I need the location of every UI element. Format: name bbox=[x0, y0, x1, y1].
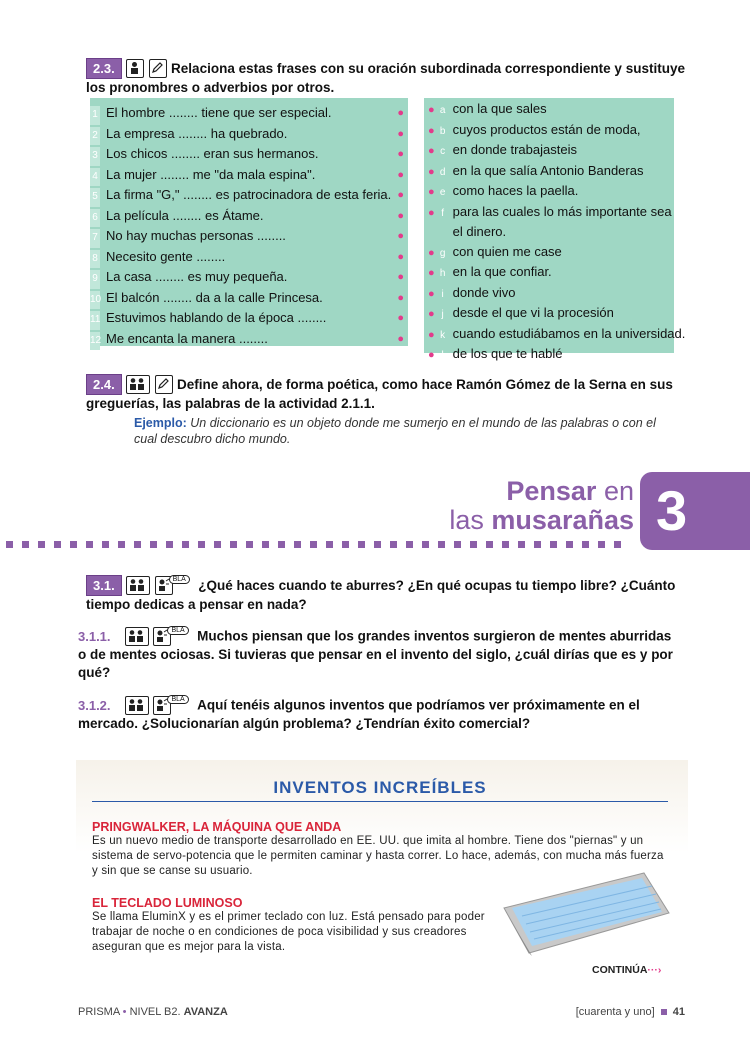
clause-text: el dinero. bbox=[452, 224, 507, 239]
divider-square bbox=[438, 541, 445, 548]
sentence-text: El balcón ........ da a la calle Princesa. bbox=[106, 289, 323, 305]
divider-square bbox=[390, 541, 397, 548]
divider-square bbox=[214, 541, 221, 548]
invento-text: Es un nuevo medio de transporte desarrollado en EE. UU. que imita al hombre. Tiene dos "piernas" y un sistema de servo-potencia que le permiten caminar y hasta correr. Lo hace, además, con mucha más fuerza y sin que se canse su usuario. bbox=[92, 835, 664, 877]
sentence-item bbox=[90, 145, 408, 166]
sentence-item bbox=[90, 330, 408, 351]
clause-item bbox=[428, 304, 674, 325]
divider-square bbox=[486, 541, 493, 548]
exercise-badge: 3.1. bbox=[86, 575, 122, 596]
book-level: NIVEL B2. bbox=[129, 1006, 181, 1018]
bullet-icon: ● bbox=[397, 271, 404, 283]
item-letter: d bbox=[439, 166, 446, 178]
bullet-icon: ● bbox=[428, 145, 435, 157]
divider-square bbox=[534, 541, 541, 548]
clause-text: donde vivo bbox=[452, 284, 516, 300]
divider-square bbox=[230, 541, 237, 548]
divider-square bbox=[54, 541, 61, 548]
clause-item bbox=[428, 162, 674, 183]
sentence-item bbox=[90, 248, 408, 269]
divider-square bbox=[406, 541, 413, 548]
page-number: 41 bbox=[672, 1006, 685, 1018]
sentence-item bbox=[90, 227, 408, 248]
bullet-icon: ● bbox=[428, 287, 435, 300]
item-number: 2 bbox=[90, 127, 100, 146]
exercise-instruction: Relaciona estas frases con su oración subordinada correspondiente y sustituye los pronombres o adverbios por otros. bbox=[86, 61, 685, 95]
item-letter: b bbox=[439, 125, 446, 137]
sentence-text: Me encanta la manera ........ bbox=[106, 330, 268, 346]
bullet-icon: ● bbox=[428, 246, 435, 259]
pencil-icon bbox=[149, 59, 167, 78]
clause-text: para las cuales lo más importante sea bbox=[452, 203, 672, 219]
bullet-icon: ● bbox=[428, 186, 435, 198]
item-letter: k bbox=[440, 329, 446, 341]
divider-square bbox=[118, 541, 125, 548]
clause-item bbox=[428, 121, 674, 142]
divider-square bbox=[422, 541, 429, 548]
pencil-icon bbox=[155, 375, 173, 394]
clause-item bbox=[428, 284, 674, 305]
exercise-3-1 bbox=[86, 575, 686, 614]
clause-text: como haces la paella. bbox=[452, 183, 579, 198]
clause-text: en la que confiar. bbox=[452, 264, 552, 279]
sentence-text: Los chicos ........ eran sus hermanos. bbox=[106, 146, 319, 161]
item-number: 9 bbox=[90, 270, 100, 289]
section-title-bold: musarañas bbox=[491, 505, 634, 535]
section-title-light: en bbox=[603, 476, 634, 506]
footer-book bbox=[78, 1006, 228, 1018]
divider-square bbox=[550, 541, 557, 548]
sentence-text: Estuvimos hablando de la época ........ bbox=[106, 310, 327, 325]
individual-icon bbox=[126, 59, 144, 78]
divider-square bbox=[518, 541, 525, 548]
divider-square bbox=[246, 541, 253, 548]
group-icon bbox=[126, 375, 150, 394]
bla-bubble: BLA bbox=[167, 626, 188, 635]
divider-square bbox=[470, 541, 477, 548]
bullet-icon: ● bbox=[397, 107, 404, 119]
exercise-number: 3.1.2. bbox=[78, 697, 111, 713]
divider-square bbox=[326, 541, 333, 548]
group-icon bbox=[126, 576, 150, 595]
continua-label: CONTINÚA bbox=[592, 964, 648, 976]
divider-square bbox=[102, 541, 109, 548]
item-letter: j bbox=[441, 309, 444, 320]
clause-item bbox=[428, 243, 674, 264]
example-text: Un diccionario es un objeto donde me sumerjo en el mundo de las palabras o con el cual descubro dicho mundo. bbox=[134, 416, 656, 446]
clause-text: desde el que vi la procesión bbox=[452, 305, 614, 320]
bullet-icon: ● bbox=[397, 332, 404, 345]
invento-title: PRINGWALKER, LA MÁQUINA QUE ANDA bbox=[92, 820, 342, 834]
sentence-item bbox=[90, 125, 408, 146]
bullet-icon: ● bbox=[428, 349, 435, 361]
clause-text: con la que sales bbox=[452, 101, 547, 116]
item-number: 12 bbox=[90, 332, 100, 351]
divider-square bbox=[358, 541, 365, 548]
item-letter: e bbox=[439, 187, 446, 198]
divider-square bbox=[198, 541, 205, 548]
exercise-text: ¿Qué haces cuando te aburres? ¿En qué ocupas tu tiempo libre? ¿Cuánto tiempo dedicas a pensar en nada? bbox=[86, 578, 676, 612]
clause-text: con quien me case bbox=[452, 243, 562, 259]
bullet-icon: ● bbox=[397, 189, 404, 201]
item-number: 6 bbox=[90, 209, 100, 228]
bullet-icon: ● bbox=[397, 250, 404, 263]
example-label: Ejemplo: bbox=[134, 416, 187, 430]
item-letter: c bbox=[440, 146, 446, 157]
divider-square bbox=[86, 541, 93, 548]
divider-square bbox=[278, 541, 285, 548]
bla-bubble: BLA bbox=[169, 575, 190, 584]
exercise-badge: 2.4. bbox=[86, 374, 122, 395]
bullet-icon: ● bbox=[428, 104, 435, 116]
continua-link[interactable] bbox=[592, 964, 661, 976]
clause-item bbox=[428, 263, 674, 284]
sentence-item bbox=[90, 289, 408, 310]
square-icon bbox=[661, 1009, 667, 1015]
section-title-light: las bbox=[449, 505, 484, 535]
clause-item bbox=[428, 325, 686, 346]
clause-item bbox=[428, 100, 674, 121]
section-title-bold: Pensar bbox=[506, 476, 597, 506]
sentence-text: No hay muchas personas ........ bbox=[106, 228, 286, 243]
inventos-heading: INVENTOS INCREÍBLES bbox=[92, 778, 668, 802]
divider-square bbox=[182, 541, 189, 548]
item-number: 11 bbox=[90, 311, 100, 330]
divider-square bbox=[582, 541, 589, 548]
divider-square bbox=[294, 541, 301, 548]
item-letter: a bbox=[439, 105, 446, 116]
group-icon bbox=[125, 627, 149, 646]
clause-item bbox=[428, 223, 674, 243]
sentence-item bbox=[90, 268, 408, 289]
bullet-icon: ● bbox=[397, 168, 404, 181]
sentence-item bbox=[90, 104, 408, 125]
keyboard-illustration bbox=[494, 868, 674, 963]
divider-square bbox=[6, 541, 13, 548]
divider-square bbox=[614, 541, 621, 548]
sentence-text: La firma "G," ........ es patrocinadora de esta feria. bbox=[106, 187, 392, 202]
page-words: [cuarenta y uno] bbox=[575, 1006, 655, 1018]
exercise-3-1-2 bbox=[78, 696, 682, 733]
divider-square bbox=[342, 541, 349, 548]
divider-square bbox=[22, 541, 29, 548]
clause-text: cuyos productos están de moda, bbox=[452, 121, 641, 137]
divider-square bbox=[502, 541, 509, 548]
exercise-badge: 2.3. bbox=[86, 58, 122, 79]
bullet-icon: ● bbox=[428, 124, 435, 137]
exercise-3-1-1 bbox=[78, 627, 682, 682]
exercise-instruction: Define ahora, de forma poética, como hace Ramón Gómez de la Serna en sus greguerías, las palabras de la actividad 2.1.1. bbox=[86, 377, 673, 411]
sentence-text: La empresa ........ ha quebrado. bbox=[106, 125, 288, 141]
sentence-item bbox=[90, 166, 408, 187]
invento-title: EL TECLADO LUMINOSO bbox=[92, 896, 243, 910]
sentence-item bbox=[90, 309, 408, 330]
item-number: 7 bbox=[90, 229, 100, 248]
item-letter: g bbox=[439, 247, 446, 259]
sentence-text: La casa ........ es muy pequeña. bbox=[106, 269, 288, 284]
divider-square bbox=[454, 541, 461, 548]
book-name: PRISMA bbox=[78, 1006, 120, 1018]
sentence-item bbox=[90, 186, 408, 207]
sentences-panel bbox=[90, 98, 408, 346]
clause-text: en donde trabajasteis bbox=[452, 142, 577, 157]
item-number: 4 bbox=[90, 168, 100, 187]
sentence-text: La película ........ es Átame. bbox=[106, 207, 264, 223]
item-number: 8 bbox=[90, 250, 100, 269]
bullet-icon: ● bbox=[397, 209, 404, 222]
book-level-bold: AVANZA bbox=[183, 1006, 228, 1018]
item-number: 5 bbox=[90, 188, 100, 207]
bullet-icon: ● bbox=[397, 291, 404, 304]
item-number: 1 bbox=[90, 106, 100, 125]
sentence-text: Necesito gente ........ bbox=[106, 248, 226, 264]
clause-item bbox=[428, 182, 674, 203]
item-letter: i bbox=[441, 288, 444, 300]
example-block bbox=[134, 415, 679, 447]
exercise-2-3-header bbox=[86, 58, 686, 97]
section-title bbox=[380, 477, 634, 535]
bullet-icon: ● bbox=[428, 267, 435, 279]
sentence-item bbox=[90, 207, 408, 228]
bullet-icon: ● bbox=[428, 165, 435, 178]
item-letter: l bbox=[441, 350, 444, 361]
bla-bubble: BLA bbox=[167, 695, 188, 704]
bullet-icon: ● bbox=[428, 308, 435, 320]
clause-text: cuando estudiábamos en la universidad. bbox=[452, 325, 686, 341]
divider-square bbox=[150, 541, 157, 548]
item-letter: f bbox=[441, 207, 445, 219]
item-number: 10 bbox=[90, 291, 100, 310]
section-number-tab: 3 bbox=[640, 472, 750, 550]
divider-square bbox=[38, 541, 45, 548]
divider-square bbox=[310, 541, 317, 548]
divider-square bbox=[566, 541, 573, 548]
bullet-icon: ● bbox=[397, 230, 404, 242]
divider-square bbox=[598, 541, 605, 548]
section-divider bbox=[6, 541, 621, 548]
divider-square bbox=[134, 541, 141, 548]
arrow-dots-icon: ···› bbox=[647, 964, 662, 976]
divider-square bbox=[374, 541, 381, 548]
divider-square bbox=[70, 541, 77, 548]
exercise-text: Muchos piensan que los grandes inventos surgieron de mentes aburridas o de mentes ociosas. Si tuvieras que pensar en el invento del siglo, ¿cuál dirías que es y por qué? bbox=[78, 628, 673, 680]
item-letter: h bbox=[439, 268, 446, 279]
bullet-icon: ● bbox=[397, 312, 404, 324]
divider-square bbox=[166, 541, 173, 548]
invento-item bbox=[92, 896, 490, 955]
invento-text: Se llama EluminX y es el primer teclado con luz. Está pensado para poder trabajar de noche o en condiciones de poca visibilidad y sus creadores aseguran que es mejor para la vista. bbox=[92, 911, 485, 953]
group-icon bbox=[125, 696, 149, 715]
bullet-icon: ● bbox=[428, 328, 435, 341]
clauses-panel bbox=[424, 98, 686, 361]
bullet-icon: ● bbox=[397, 127, 404, 140]
exercise-text: Aquí tenéis algunos inventos que podríamos ver próximamente en el mercado. ¿Solucionarían algún problema? ¿Tendrían éxito comercial? bbox=[78, 697, 640, 731]
clause-item bbox=[428, 203, 674, 224]
bullet-icon: • bbox=[122, 1006, 127, 1018]
exercise-2-4 bbox=[86, 374, 686, 413]
footer-page bbox=[540, 1006, 685, 1018]
item-number: 3 bbox=[90, 147, 100, 166]
clause-item bbox=[428, 345, 674, 366]
bullet-icon: ● bbox=[397, 148, 404, 160]
clause-text: de los que te hablé bbox=[452, 346, 563, 361]
bullet-icon: ● bbox=[428, 206, 435, 219]
exercise-number: 3.1.1. bbox=[78, 628, 111, 644]
sentence-text: La mujer ........ me "da mala espina". bbox=[106, 166, 316, 182]
sentence-text: El hombre ........ tiene que ser especial. bbox=[106, 105, 332, 120]
clause-item bbox=[428, 141, 674, 162]
divider-square bbox=[262, 541, 269, 548]
clause-text: en la que salía Antonio Banderas bbox=[452, 162, 644, 178]
